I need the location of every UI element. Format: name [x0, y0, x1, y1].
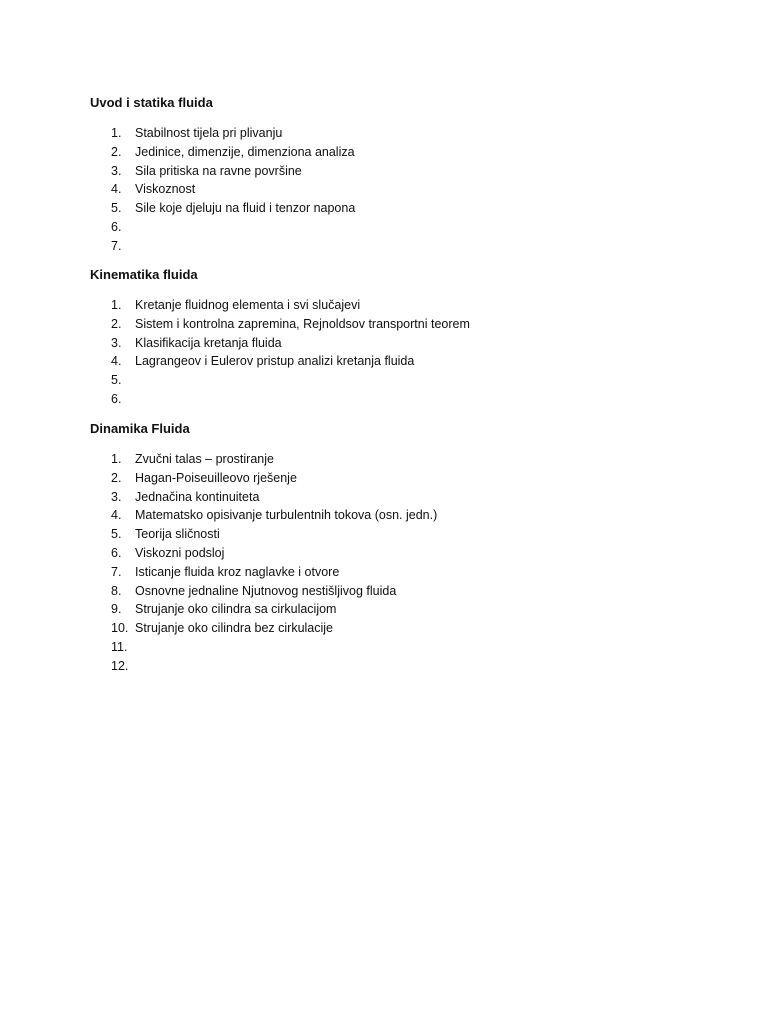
item-text: Isticanje fluida kroz naglavke i otvore	[135, 564, 340, 579]
item-text: Teorija sličnosti	[135, 527, 220, 542]
list-item	[90, 371, 690, 390]
item-number: 5.	[111, 373, 122, 388]
list-item	[90, 506, 690, 525]
section-uvod-i-statika-fluida	[90, 94, 690, 256]
list-item	[90, 143, 690, 162]
list-item	[90, 619, 690, 638]
item-number: 2.	[111, 144, 122, 159]
section-kinematika-fluida	[90, 266, 690, 409]
item-number: 8.	[111, 583, 122, 598]
item-text: Lagrangeov i Eulerov pristup analizi kretanja fluida	[135, 354, 415, 369]
list-item	[90, 469, 690, 488]
item-number: 1.	[111, 126, 122, 140]
item-number: 2.	[111, 470, 122, 485]
section-title: Uvod i statika fluida	[90, 95, 213, 110]
section-dinamika-fluida	[90, 420, 690, 676]
item-number: 4.	[111, 508, 122, 523]
item-text: Sile koje djeluju na fluid i tenzor napona	[135, 201, 356, 216]
item-number: 1.	[111, 298, 122, 312]
item-text: Strujanje oko cilindra bez cirkulacije	[135, 621, 334, 636]
list-item	[90, 563, 690, 582]
item-text: Matematsko opisivanje turbulentnih tokova (osn. jedn.)	[135, 508, 438, 523]
list-item	[90, 638, 690, 657]
list-item	[90, 525, 690, 544]
list-item	[90, 352, 690, 371]
item-number: 2.	[111, 316, 122, 331]
item-text: Zvučni talas – prostiranje	[135, 452, 274, 466]
item-text: Hagan-Poiseuilleovo rješenje	[135, 470, 297, 485]
item-text: Strujanje oko cilindra sa cirkulacijom	[135, 602, 337, 617]
list-item	[90, 657, 690, 676]
list-item	[90, 600, 690, 619]
list-item	[90, 544, 690, 563]
item-text: Kretanje fluidnog elementa i svi slučajevi	[135, 298, 361, 312]
list-item	[90, 199, 690, 218]
list-item	[90, 162, 690, 181]
section-title: Dinamika Fluida	[90, 421, 190, 436]
item-number: 4.	[111, 354, 122, 369]
list-item	[90, 124, 690, 143]
list-item	[90, 180, 690, 199]
numbered-list	[90, 124, 690, 256]
item-number: 3.	[111, 489, 122, 504]
item-text: Stabilnost tijela pri plivanju	[135, 126, 283, 140]
item-number: 4.	[111, 182, 122, 197]
item-text: Jedinice, dimenzije, dimenziona analiza	[135, 144, 355, 159]
list-item	[90, 218, 690, 237]
item-number: 6.	[111, 391, 122, 406]
list-item	[90, 237, 690, 256]
item-number: 3.	[111, 163, 122, 178]
list-item	[90, 334, 690, 353]
item-number: 7.	[111, 238, 122, 253]
item-number: 5.	[111, 201, 122, 216]
item-number: 3.	[111, 335, 122, 350]
numbered-list	[90, 296, 690, 409]
item-number: 1.	[111, 452, 122, 466]
item-text: Osnovne jednaline Njutnovog nestišljivog fluida	[135, 583, 397, 598]
list-item	[90, 390, 690, 409]
list-item	[90, 450, 690, 469]
item-number: 9.	[111, 602, 122, 617]
item-text: Sila pritiska na ravne površine	[135, 163, 302, 178]
item-number: 6.	[111, 545, 122, 560]
item-number: 7.	[111, 564, 122, 579]
list-item	[90, 315, 690, 334]
numbered-list	[90, 450, 690, 676]
item-text: Jednačina kontinuiteta	[135, 489, 260, 504]
item-text: Viskozni podsloj	[135, 545, 225, 560]
item-number: 10.	[111, 621, 129, 636]
item-text: Viskoznost	[135, 182, 196, 197]
item-number: 6.	[111, 219, 122, 234]
item-number: 5.	[111, 527, 122, 542]
item-text: Klasifikacija kretanja fluida	[135, 335, 282, 350]
section-title: Kinematika fluida	[90, 267, 198, 282]
list-item	[90, 488, 690, 507]
item-number: 12.	[111, 658, 129, 673]
list-item	[90, 296, 690, 315]
item-number: 11.	[111, 639, 128, 654]
item-text: Sistem i kontrolna zapremina, Rejnoldsov transportni teorem	[135, 316, 470, 331]
list-item	[90, 582, 690, 601]
